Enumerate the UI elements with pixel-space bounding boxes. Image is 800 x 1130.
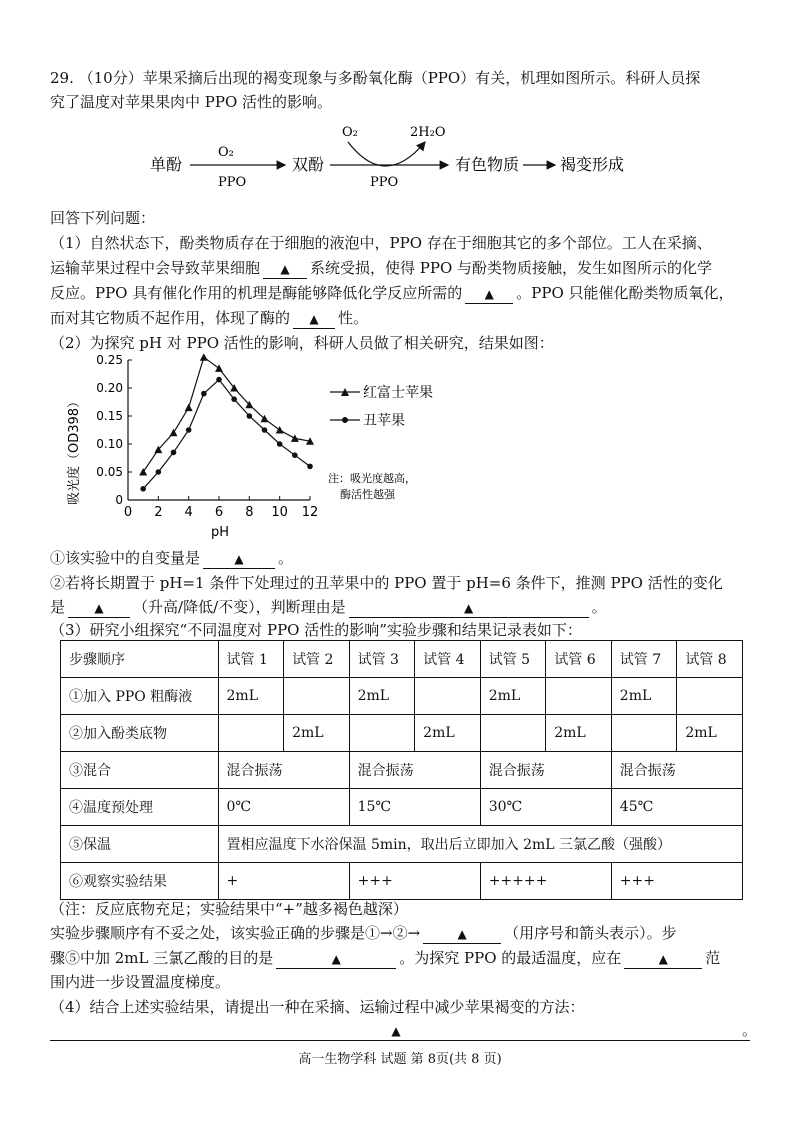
table-cell: 试管 2 (284, 641, 350, 678)
table-cell (546, 678, 612, 715)
table-row (61, 752, 743, 789)
table-cell: ⑥观察实验结果 (61, 863, 219, 900)
q3-line4: 围内进一步设置温度梯度。 (50, 973, 231, 991)
q1-line3-b: 。PPO 只能催化酚类物质氧化， (516, 284, 734, 302)
y-tick-label: 0.20 (96, 381, 123, 395)
data-point-circle (156, 469, 162, 475)
q3-line3-c: 范 (705, 949, 721, 967)
chart-series (139, 353, 314, 491)
table-cell: 试管 6 (546, 641, 612, 678)
page-footer: 高一生物学科 试题 第 8页(共 8 页) (298, 1052, 502, 1067)
table-row (61, 678, 743, 715)
data-point-circle (307, 464, 313, 470)
data-point-triangle (215, 364, 223, 372)
y-tick-label: 0.25 (96, 353, 123, 367)
h2o-label: 2H₂O (410, 125, 446, 140)
ppo-label-2: PPO (370, 175, 399, 190)
table-cell: ④温度预处理 (61, 789, 219, 826)
q1-line3 (50, 283, 734, 304)
table-cell: 试管 8 (677, 641, 743, 678)
table-cell: +++++ (480, 863, 611, 900)
results-table (60, 640, 743, 900)
x-tick-label: 6 (214, 505, 224, 520)
table-cell: 混合振荡 (349, 752, 480, 789)
data-point-triangle (291, 434, 299, 442)
q2-line1: （2）为探究 pH 对 PPO 活性的影响，科研人员做了相关研究，结果如图： (50, 334, 554, 352)
table-cell: 15℃ (349, 789, 480, 826)
q3-line3-a: 骤⑤中加 2mL 三氯乙酸的目的是 (50, 949, 274, 967)
table-cell: 2mL (546, 715, 612, 752)
table-cell: 步骤顺序 (61, 641, 219, 678)
q3-line3-b: 。为探究 PPO 的最适温度，应在 (399, 949, 622, 967)
q2-sub1-a: ①该实验中的自变量是 (50, 549, 201, 567)
data-point-circle (201, 391, 207, 397)
q3-note: （注：反应底物充足；实验结果中“+”越多褐色越深） (50, 900, 408, 918)
y-tick-label: 0 (115, 493, 123, 507)
table-cell: 置相应温度下水浴保温 5min，取出后立即加入 2mL 三氯乙酸（强酸） (218, 826, 742, 863)
q4-end: 。 (742, 1021, 758, 1039)
q2-blank-1[interactable] (203, 549, 275, 569)
table-cell: 试管 1 (218, 641, 284, 678)
q1-line4-a: 而对其它物质不起作用，体现了酶的 (50, 309, 291, 327)
table-cell: 混合振荡 (611, 752, 742, 789)
table-cell: + (218, 863, 349, 900)
x-tick-label: 8 (245, 505, 254, 520)
table-cell: ③混合 (61, 752, 219, 789)
table-cell (480, 715, 546, 752)
table-row (61, 789, 743, 826)
series-line-1 (143, 357, 310, 472)
table-cell: 2mL (677, 715, 743, 752)
table-cell: 2mL (218, 678, 284, 715)
o2-label-1: O₂ (218, 145, 234, 160)
q1-line4 (50, 308, 368, 329)
q4-answer-line (50, 1020, 757, 1041)
q2-sub2-b: 是 (50, 598, 66, 616)
table-row (61, 715, 743, 752)
q1-line4-b: 性。 (338, 309, 369, 327)
blank-mark: ▲ (309, 312, 319, 326)
data-point-circle (247, 413, 253, 419)
legend-series-2: 丑苹果 (363, 413, 405, 429)
substrate-label: 单酚 (150, 155, 183, 174)
data-point-circle (140, 486, 146, 492)
table-cell: 45℃ (611, 789, 742, 826)
data-point-circle (171, 450, 177, 456)
y-tick-label: 0.10 (96, 437, 123, 451)
y-axis-label: 吸光度（OD398） (67, 394, 82, 506)
table-cell (349, 715, 415, 752)
q2-blank-2[interactable] (68, 598, 130, 618)
data-point-circle (231, 396, 237, 402)
q1-line2 (50, 258, 712, 279)
data-point-triangle (276, 426, 284, 434)
data-point-circle (216, 377, 222, 383)
table-cell (284, 678, 350, 715)
table-cell: +++ (611, 863, 742, 900)
q4-blank-1[interactable] (53, 1021, 739, 1041)
q3-blank-1[interactable] (423, 924, 501, 944)
mechanism-diagram (150, 120, 670, 195)
table-cell: 试管 7 (611, 641, 677, 678)
series-line-2 (143, 380, 310, 489)
data-point-triangle (185, 404, 193, 412)
table-cell: 2mL (480, 678, 546, 715)
table-cell: 2mL (349, 678, 415, 715)
table-cell: 2mL (415, 715, 481, 752)
q1-line1: （1）自然状态下，酚类物质存在于细胞的液泡中，PPO 存在于细胞其它的多个部位。工人在采摘、 (50, 234, 712, 252)
data-point-circle (186, 427, 192, 433)
result-label: 褐变形成 (560, 155, 625, 174)
q1-line2-a: 运输苹果过程中会导致苹果细胞 (50, 259, 261, 277)
q3-line1: （3）研究小组探究“不同温度对 PPO 活性的影响”实验步骤和结果记录表如下： (50, 621, 582, 639)
x-axis-label: pH (210, 525, 230, 540)
legend-series-1: 红富士苹果 (363, 385, 433, 401)
q1-blank-3[interactable] (293, 309, 335, 329)
blank-mark: ▲ (457, 927, 467, 941)
blank-mark: ▲ (391, 1024, 401, 1038)
q3-line2-a: 实验步骤顺序有不妥之处，该实验正确的步骤是①→②→ (50, 924, 421, 942)
x-tick-label: 4 (184, 505, 193, 520)
q2-sub2-line1: ②若将长期置于 pH=1 条件下处理过的丑苹果中的 PPO 置于 pH=6 条件下，推测 PPO 活性的变化 (50, 574, 723, 592)
q3-line2 (50, 923, 677, 944)
data-point-circle (262, 427, 268, 433)
data-point-circle (277, 441, 283, 447)
q2-sub1-b: 。 (278, 549, 294, 567)
table-cell: +++ (349, 863, 480, 900)
table-cell (611, 715, 677, 752)
table-cell: 2mL (284, 715, 350, 752)
o2-label-2: O₂ (342, 125, 358, 140)
table-cell: 0℃ (218, 789, 349, 826)
blank-mark: ▲ (484, 287, 494, 301)
footer-divider (50, 1040, 750, 1041)
blank-mark: ▲ (94, 601, 104, 615)
chart-axes (96, 353, 318, 520)
q2-sub1 (50, 548, 293, 569)
data-point-circle (292, 452, 298, 458)
product-label: 有色物质 (455, 155, 520, 174)
intermediate-label: 双酚 (292, 155, 325, 174)
legend-circle-marker (342, 417, 348, 423)
q2-blank-3[interactable] (349, 598, 589, 618)
blank-mark: ▲ (331, 952, 341, 966)
q2-sub2-d: 。 (591, 598, 607, 616)
legend (330, 384, 433, 429)
x-tick-label: 12 (301, 505, 319, 520)
q1-blank-1[interactable] (263, 259, 307, 279)
blank-mark: ▲ (658, 952, 668, 966)
question-intro-line1: 29. （10分）苹果采摘后出现的褐变现象与多酚氧化酶（PPO）有关，机理如图所示。科研人员探 (50, 69, 701, 87)
chart-note-2: 酶活性越强 (340, 488, 395, 501)
y-tick-label: 0.05 (96, 465, 123, 479)
question-intro-line2: 究了温度对苹果果肉中 PPO 活性的影响。 (50, 93, 333, 111)
table-cell: 混合振荡 (218, 752, 349, 789)
table-row (61, 863, 743, 900)
table-cell (677, 678, 743, 715)
q3-blank-2[interactable] (276, 949, 396, 969)
data-point-triangle (139, 468, 147, 476)
q1-blank-2[interactable] (465, 284, 513, 304)
blank-mark: ▲ (280, 262, 290, 276)
blank-mark: ▲ (464, 601, 474, 615)
q1-line3-a: 反应。PPO 具有催化作用的机理是酶能够降低化学反应所需的 (50, 284, 463, 302)
ppo-label-1: PPO (218, 175, 247, 190)
blank-mark: ▲ (234, 552, 244, 566)
q4-line1: （4）结合上述实验结果，请提出一种在采摘、运输过程中减少苹果褐变的方法： (50, 998, 585, 1016)
table-header-row (61, 641, 743, 678)
table-row (61, 826, 743, 863)
table-cell (218, 715, 284, 752)
ph-activity-chart (60, 350, 490, 540)
q3-blank-3[interactable] (624, 949, 702, 969)
answer-prompt: 回答下列问题： (50, 209, 156, 227)
table-cell: ⑤保温 (61, 826, 219, 863)
q2-sub2-c: （升高/降低/不变），判断理由是 (133, 598, 346, 616)
x-tick-label: 10 (271, 505, 288, 520)
table-cell: 试管 4 (415, 641, 481, 678)
q3-line3 (50, 948, 720, 969)
table-cell: 试管 3 (349, 641, 415, 678)
q1-line2-b: 系统受损，使得 PPO 与酚类物质接触，发生如图所示的化学 (310, 259, 713, 277)
x-tick-label: 2 (154, 505, 163, 520)
data-point-triangle (200, 353, 208, 361)
table-cell: ②加入酚类底物 (61, 715, 219, 752)
table-cell: 试管 5 (480, 641, 546, 678)
table-cell: 30℃ (480, 789, 611, 826)
table-cell: ①加入 PPO 粗酶液 (61, 678, 219, 715)
chart-note-1: 注：吸光度越高， (328, 472, 416, 485)
table-cell (415, 678, 481, 715)
q3-line2-b: （用序号和箭头表示）。步 (504, 924, 677, 942)
data-point-triangle (170, 429, 178, 437)
x-tick-label: 0 (123, 505, 133, 520)
table-cell: 混合振荡 (480, 752, 611, 789)
curved-arrow (348, 142, 425, 166)
table-cell: 2mL (611, 678, 677, 715)
y-tick-label: 0.15 (96, 409, 123, 423)
q2-sub2-line2 (50, 597, 607, 618)
